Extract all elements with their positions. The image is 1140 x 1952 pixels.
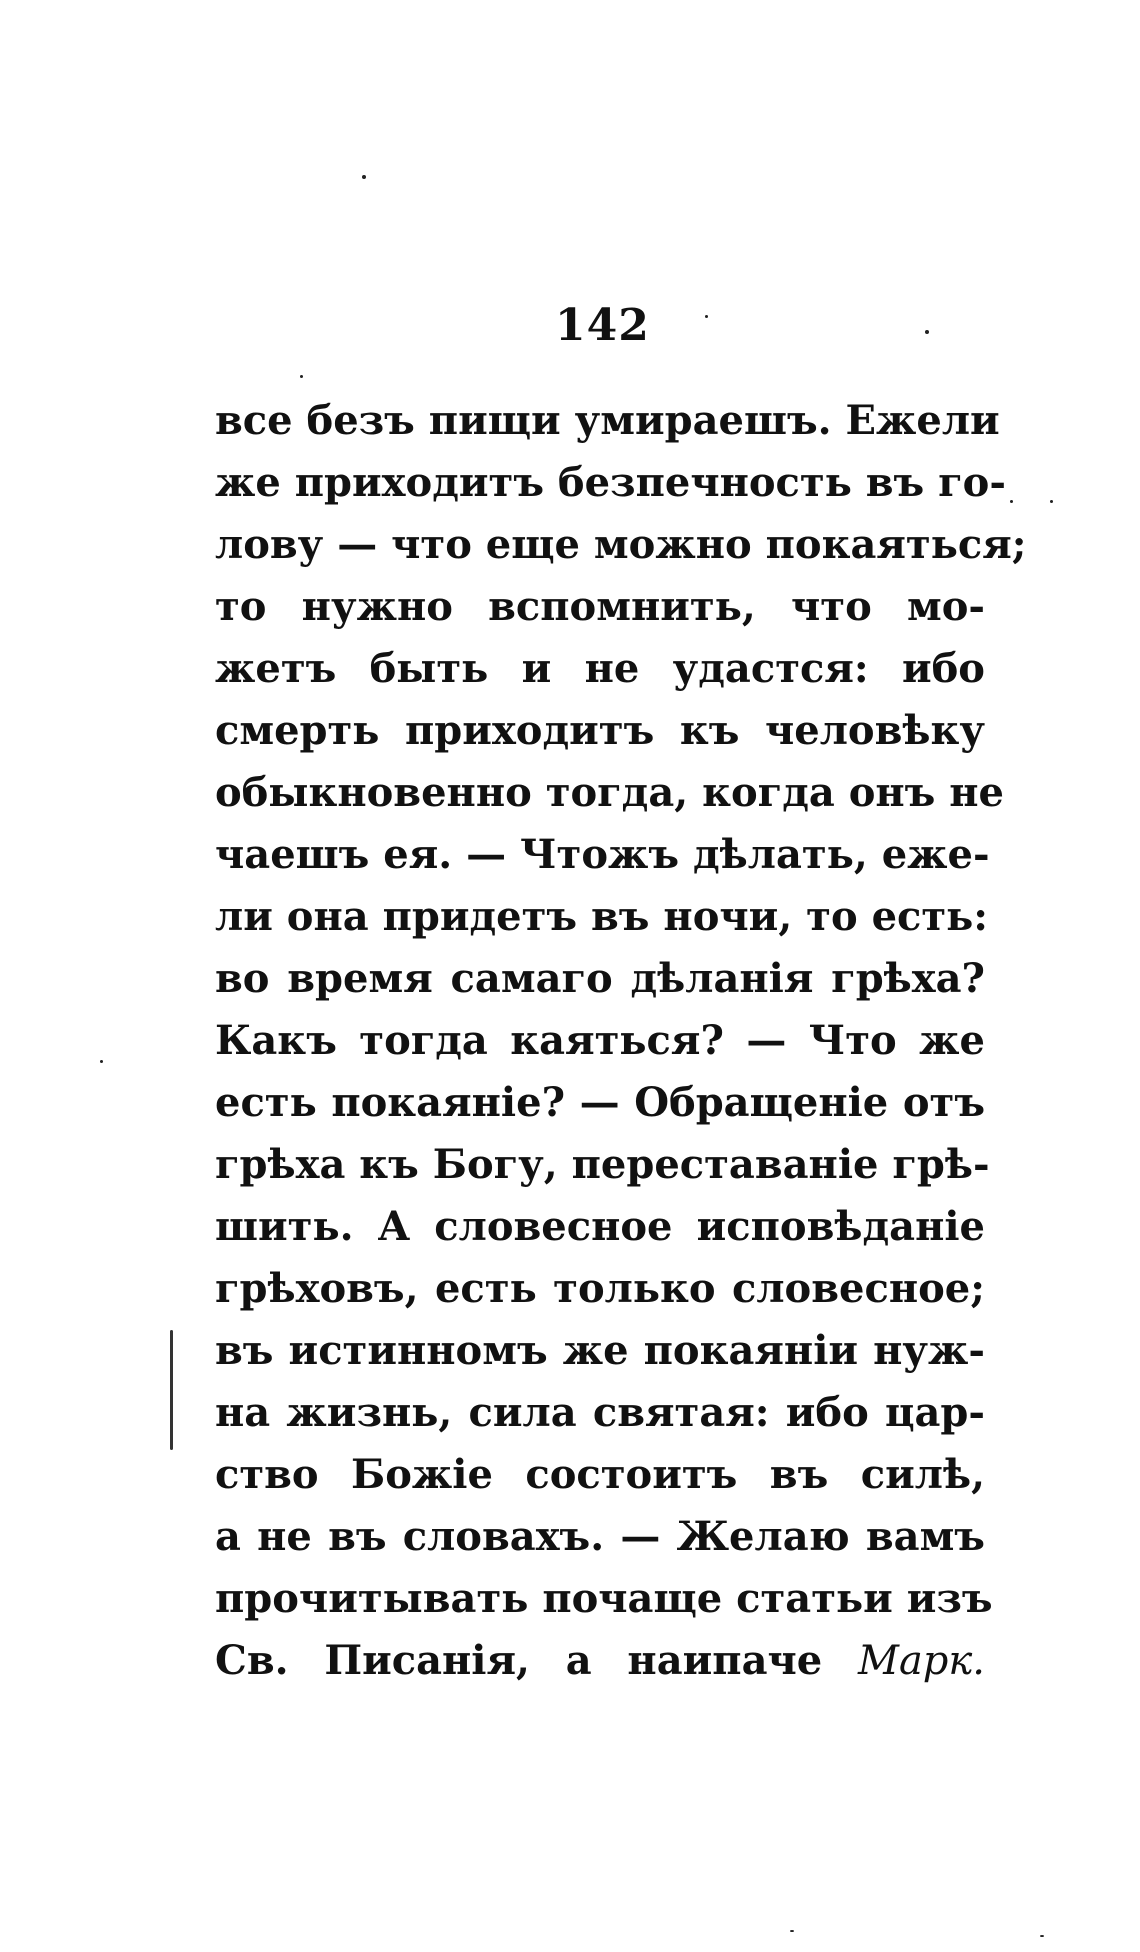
text-line-final bbox=[215, 1630, 985, 1692]
margin-mark bbox=[170, 1330, 173, 1450]
text-line: ли она придетъ въ ночи, то есть: bbox=[215, 893, 989, 940]
text-line: есть покаяніе? — Обращеніе отъ bbox=[215, 1079, 985, 1126]
text-line: въ истинномъ же покаяніи нуж- bbox=[215, 1327, 985, 1374]
text-line: во время самаго дѣланія грѣха? bbox=[215, 955, 985, 1002]
page-number: 142 bbox=[555, 300, 650, 351]
text-line: то нужно вспомнить, что мо- bbox=[215, 583, 985, 630]
text-line: грѣха къ Богу, переставаніе грѣ- bbox=[215, 1141, 990, 1188]
scan-speck bbox=[1010, 500, 1013, 503]
text-line: а не въ словахъ. — Желаю вамъ bbox=[215, 1513, 985, 1560]
scan-speck bbox=[362, 175, 366, 179]
text-line: ство Божіе состоитъ въ силѣ, bbox=[215, 1451, 985, 1498]
text-line: все безъ пищи умираешъ. Ежели bbox=[215, 397, 1000, 444]
scan-speck bbox=[1050, 500, 1053, 503]
scan-speck bbox=[925, 330, 929, 334]
text-line: чаешъ ея. — Чтожъ дѣлать, еже- bbox=[215, 831, 990, 878]
text-line: грѣховъ, есть только словесное; bbox=[215, 1265, 985, 1312]
scan-speck bbox=[790, 1930, 794, 1932]
scan-speck bbox=[100, 1060, 103, 1063]
text-line: смерть приходитъ къ человѣку bbox=[215, 707, 985, 754]
text-line: Какъ тогда каяться? — Что же bbox=[215, 1017, 985, 1064]
text-line: обыкновенно тогда, когда онъ не bbox=[215, 769, 1004, 816]
text-line: на жизнь, сила святая: ибо цар- bbox=[215, 1389, 985, 1436]
text-line: же приходитъ безпечность въ го- bbox=[215, 459, 1006, 506]
final-line-text: Св. Писанія, а наипаче bbox=[215, 1637, 823, 1684]
text-line: жетъ быть и не удастся: ибо bbox=[215, 645, 985, 692]
text-line: прочитывать почаще статьи изъ bbox=[215, 1575, 993, 1622]
final-line-italic: Марк. bbox=[857, 1638, 985, 1684]
body-text bbox=[215, 390, 1027, 1692]
scan-speck bbox=[300, 375, 303, 378]
text-line: лову — что еще можно покаяться; bbox=[215, 521, 1027, 568]
text-line: шить. А словесное исповѣданіе bbox=[215, 1203, 985, 1250]
scan-speck bbox=[705, 315, 708, 318]
scan-speck bbox=[1040, 1935, 1044, 1937]
